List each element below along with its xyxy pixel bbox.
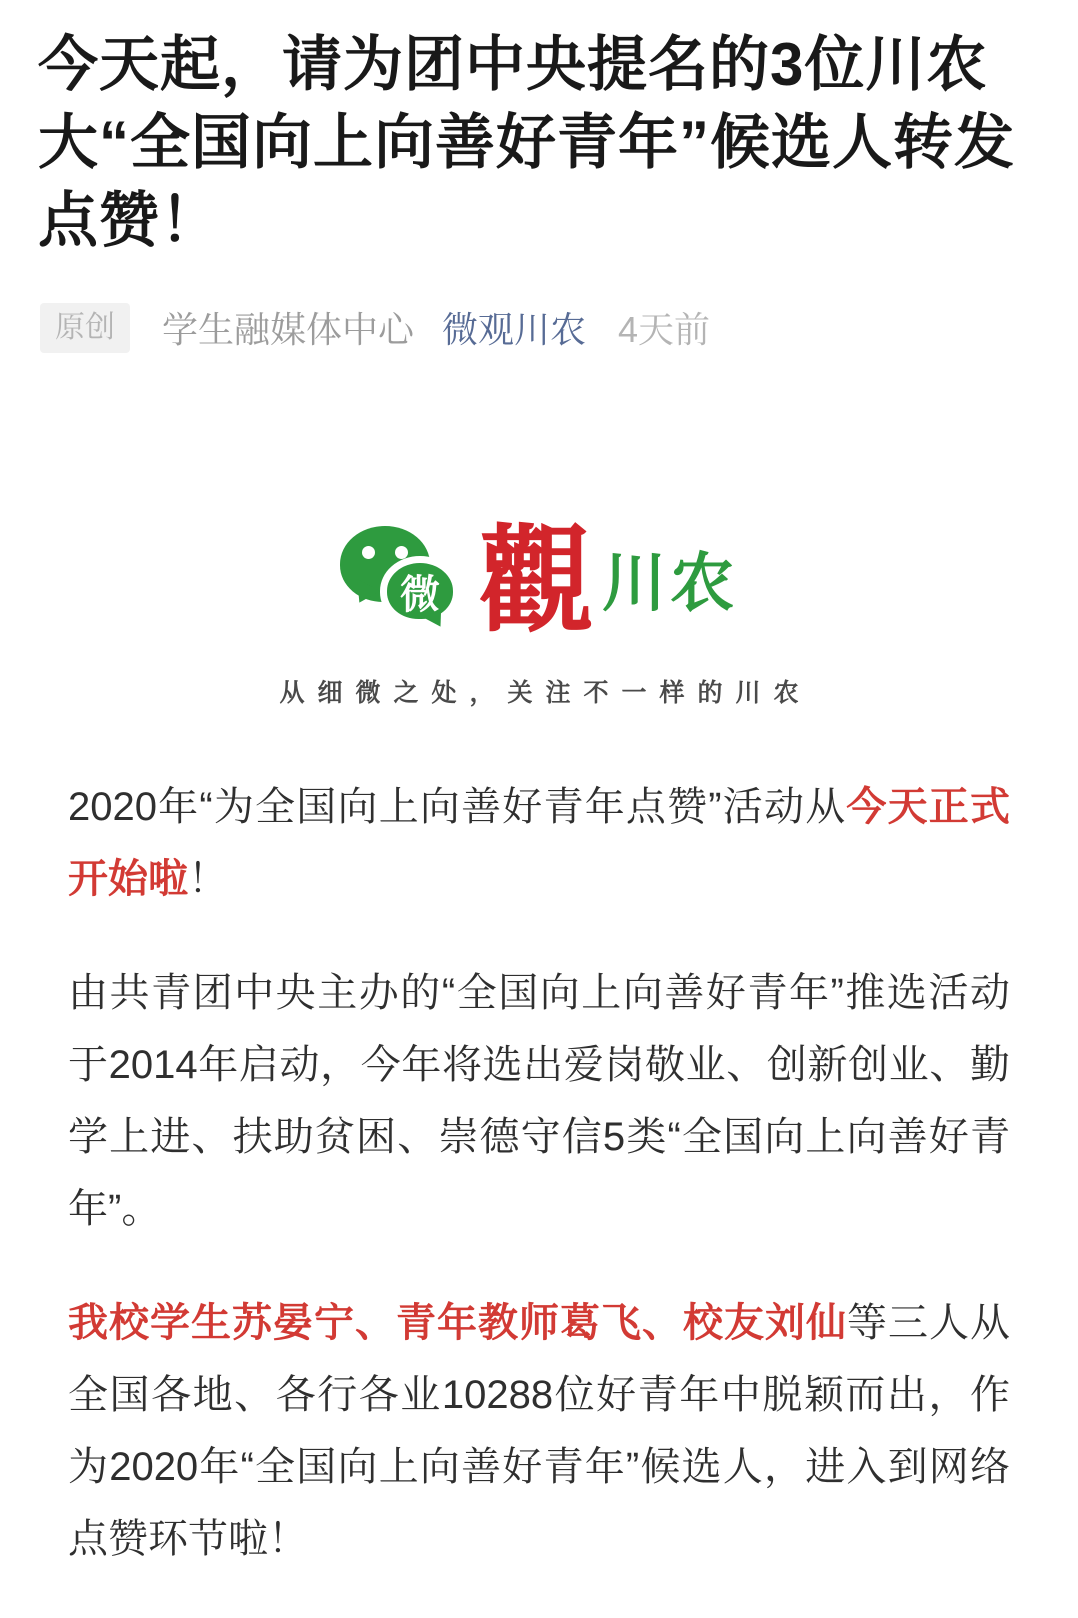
article-body xyxy=(68,771,1010,1575)
paragraph-3 xyxy=(68,1287,1010,1575)
logo-guan-character: 觀 xyxy=(478,513,594,649)
bubble-character: 微 xyxy=(400,572,440,617)
paragraph-1-text: 2020年“为全国向上向善好青年点赞”活动从 xyxy=(68,785,847,829)
wechat-bubbles-icon xyxy=(340,518,472,644)
logo-tagline: 从细微之处，关注不一样的川农 xyxy=(279,679,812,707)
logo-chuannong-characters: 川农 xyxy=(602,547,738,619)
original-badge: 原创 xyxy=(40,303,130,353)
brand-logo xyxy=(0,511,1078,709)
paragraph-3-text: 等三人从全国各地、各行各业10288位好青年中脱颖而出，作为2020年“全国向上向善好青年”候选人，进入到网络点赞环节啦！ xyxy=(68,1301,1010,1561)
author-name[interactable]: 学生融媒体中心 xyxy=(162,309,415,350)
logo-row xyxy=(0,511,1078,651)
article-meta xyxy=(40,302,1038,353)
article-title: 今天起，请为团中央提名的3位川农大“全国向上向善好青年”候选人转发点赞！ xyxy=(38,31,1015,254)
paragraph-2-text: 由共青团中央主办的“全国向上向善好青年”推选活动于2014年启动，今年将选出爱岗敬业、创新创业、勤学上进、扶助贫困、崇德守信5类“全国向上向善好青年”。 xyxy=(68,971,1010,1231)
publish-time: 4天前 xyxy=(618,309,711,350)
paragraph-3-highlight: 我校学生苏晏宁、青年教师葛飞、校友刘仙 xyxy=(68,1301,847,1345)
bubble-eye-left xyxy=(362,546,375,559)
paragraph-2 xyxy=(68,957,1010,1245)
paragraph-1 xyxy=(68,771,1010,915)
wechat-small-bubble-icon xyxy=(380,556,460,626)
paragraph-1-highlight: 今天正式开始啦 xyxy=(68,785,1011,901)
account-link[interactable]: 微观川农 xyxy=(442,309,587,350)
paragraph-1-tail: ！ xyxy=(188,857,228,901)
